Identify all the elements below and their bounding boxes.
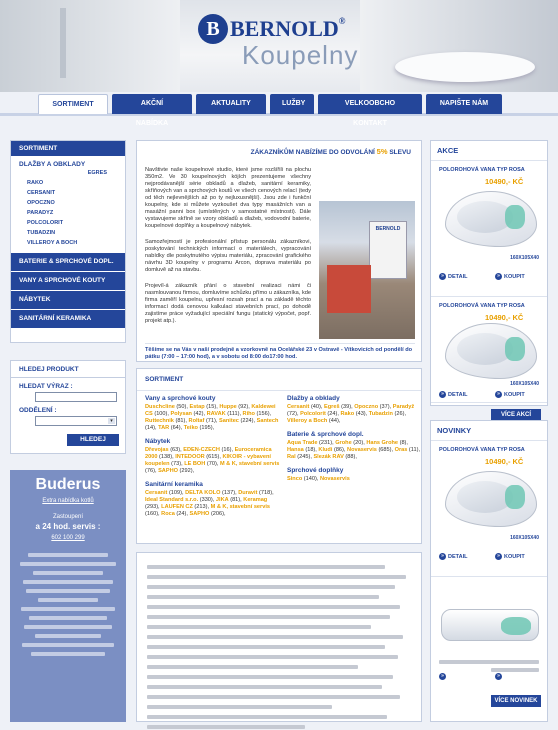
brand-link[interactable]: Aqua Trade xyxy=(287,440,318,446)
brand-count: (292), xyxy=(177,468,195,474)
arrow-icon: » xyxy=(495,553,502,560)
brand-count: (64), xyxy=(169,425,184,431)
blurred-line xyxy=(147,625,371,629)
product-price: 10490,- KČ xyxy=(485,177,524,186)
bathtub-image[interactable] xyxy=(441,605,539,645)
blurred-line xyxy=(31,652,105,656)
brand-count: (43), xyxy=(354,411,369,417)
bathtub-image[interactable] xyxy=(445,471,537,527)
blurred-line xyxy=(147,665,358,669)
blurred-line xyxy=(20,562,116,566)
blurred-line xyxy=(147,675,393,679)
brand-link[interactable]: Ral xyxy=(287,454,296,460)
blurred-line xyxy=(147,705,332,709)
brand-registered: ® xyxy=(338,16,346,26)
brand-link[interactable]: Duschcline xyxy=(145,404,175,410)
department-select[interactable] xyxy=(35,416,117,426)
brand-link[interactable]: Opoczno xyxy=(354,404,379,410)
brand-link[interactable]: Sanitec xyxy=(219,418,239,424)
blurred-line xyxy=(147,715,387,719)
brand-count: (8), xyxy=(398,440,408,446)
brand-count: (231), xyxy=(317,440,336,446)
brand-link[interactable]: Cersanit xyxy=(145,490,168,496)
product-price: 10490,- KČ xyxy=(485,313,524,322)
brand-count: (206), xyxy=(209,511,226,517)
sidebar-item-rako[interactable]: RAKO xyxy=(27,180,44,186)
bathtub-image[interactable] xyxy=(445,323,537,379)
buderus-service-text: a 24 hod. servis : xyxy=(35,522,101,531)
brand-count: (71), xyxy=(204,418,220,424)
sortiment-group-list xyxy=(145,404,281,432)
nav-tab-luzby[interactable]: LUŽBY xyxy=(270,94,314,114)
buderus-link[interactable]: Extra nabídka kotlů xyxy=(42,498,94,504)
product-price: 10490,- KČ xyxy=(485,457,524,466)
brand-count: (39), xyxy=(339,404,355,410)
product-size: 160X105X40 xyxy=(510,255,539,261)
brand-count: (111), xyxy=(225,411,243,417)
blurred-line xyxy=(28,553,108,557)
product-name[interactable]: POLOROHOVÁ VANA TYP ROSA xyxy=(439,303,525,309)
brand-count: (15), xyxy=(204,404,220,410)
detail-button[interactable]: » DETAIL xyxy=(439,553,467,560)
sidebar-item-opoczno[interactable]: OPOCZNO xyxy=(27,200,55,206)
sortiment-group-title[interactable]: Vany a sprchové kouty xyxy=(145,395,216,402)
brand-count: (718), xyxy=(257,490,274,496)
sidebar-item-polcolorit[interactable]: POLCOLORIT xyxy=(27,220,64,226)
sortiment-group-title[interactable]: Sprchové doplňky xyxy=(287,467,344,474)
blurred-line xyxy=(26,589,110,593)
brand-count: (88), xyxy=(343,454,357,460)
buy-button[interactable]: » KOUPIT xyxy=(495,553,525,560)
blurred-line xyxy=(147,725,305,729)
brand-count: (615), xyxy=(204,454,223,460)
sidebar-sortiment xyxy=(10,140,126,343)
brand-link[interactable]: Euroceramica 2000 xyxy=(145,447,272,460)
sortiment-heading: SORTIMENT xyxy=(137,369,421,391)
brand-link[interactable]: INTEDOOR xyxy=(175,454,205,460)
sidebar-cat-nabytek[interactable]: NÁBYTEK xyxy=(11,290,125,309)
brand-link[interactable]: Roca xyxy=(161,511,175,517)
sortiment-column-right xyxy=(287,389,423,483)
brand-link[interactable]: TAR xyxy=(158,425,170,431)
brand-count: (330), xyxy=(198,497,216,503)
brand-link[interactable]: Sinco xyxy=(287,476,303,482)
shower-pole xyxy=(60,8,66,78)
product-card xyxy=(431,441,547,577)
search-input[interactable] xyxy=(35,392,117,402)
brand-count: (224), xyxy=(238,418,257,424)
buy-button[interactable]: » KOUPIT xyxy=(495,273,525,280)
blurred-line xyxy=(147,645,385,649)
brand-link[interactable]: Keramag xyxy=(243,497,268,503)
search-button[interactable]: HLEDEJ xyxy=(67,434,119,446)
brand-link[interactable]: SAPHO xyxy=(189,511,210,517)
search-box xyxy=(10,360,126,454)
brand-count: (140), xyxy=(302,476,320,482)
discount-title-text: ZÁKAZNÍKŮM NABÍZÍME DO ODVOLÁNÍ xyxy=(250,149,375,156)
brand-count: (14), xyxy=(145,425,159,431)
brand-link[interactable]: SAPHO xyxy=(158,468,178,474)
brand-count: (70), xyxy=(205,461,220,467)
sidebar-item-cersanit[interactable]: CERSANIT xyxy=(27,190,56,196)
brand-count: (26), xyxy=(392,411,406,417)
brand-link[interactable]: Oras xyxy=(394,447,408,453)
nav-tab-sortiment[interactable]: SORTIMENT xyxy=(38,94,108,114)
buderus-logo: Buderus xyxy=(35,476,101,493)
discount-title xyxy=(137,141,421,164)
brand-link[interactable]: RAVAK xyxy=(206,411,226,417)
product-name[interactable]: POLOROHOVÁ VANA TYP ROSA xyxy=(439,447,525,453)
brand-count: (81), xyxy=(173,418,189,424)
buy-button[interactable] xyxy=(495,673,504,680)
brand-count: (81), xyxy=(228,497,244,503)
novinky-title: NOVINKY xyxy=(431,421,547,441)
nav-tab-velkoobchod-kontakt[interactable]: VELKOOBCHO KONTAKT xyxy=(318,94,422,114)
arrow-icon: » xyxy=(495,673,502,680)
brand-count: (213), xyxy=(192,504,211,510)
brand-count: (44), xyxy=(327,418,341,424)
chevron-down-icon: ▾ xyxy=(108,418,115,424)
sortiment-column-left xyxy=(145,389,281,518)
brand-link[interactable]: Santech xyxy=(256,418,279,424)
brand-count: (24), xyxy=(174,511,190,517)
brand-count: (63), xyxy=(168,447,184,453)
arrow-icon: » xyxy=(439,673,446,680)
brand-count: (160), xyxy=(145,511,162,517)
brand-count: (137), xyxy=(220,490,239,496)
header-banner xyxy=(0,0,558,92)
brand-link[interactable]: Polcolorit xyxy=(300,411,326,417)
brand-link[interactable]: M & K, stavební servis xyxy=(219,461,280,467)
akce-box xyxy=(430,140,548,418)
brand-link[interactable]: Ideal Standard s.r.o. xyxy=(145,497,199,503)
buderus-rep-text: Zastoupení xyxy=(52,514,84,520)
brand-logo[interactable] xyxy=(190,10,370,70)
akce-title: AKCE xyxy=(431,141,547,161)
search-query-label: HLEDAT VÝRAZ : xyxy=(19,383,73,390)
arrow-icon: » xyxy=(439,553,446,560)
brand-link[interactable]: Hans Grohe xyxy=(366,440,399,446)
sidebar-cat-baterie[interactable]: BATERIE & SPRCHOVÉ DOPL. xyxy=(11,252,125,271)
brand-link[interactable]: KIKOIR - vybavení koupelen xyxy=(145,454,271,467)
brand-count: (20), xyxy=(351,440,367,446)
brand-name: BERNOLD xyxy=(230,16,339,41)
product-size: 160X105X40 xyxy=(510,535,539,541)
brand-count: (73), xyxy=(169,461,185,467)
brand-count: (195), xyxy=(197,425,215,431)
brand-link[interactable]: LAUFEN CZ xyxy=(161,504,193,510)
buderus-phone[interactable]: 602 100 299 xyxy=(51,535,85,541)
product-size: 160X105X40 xyxy=(510,381,539,387)
brand-link[interactable]: Roltaf xyxy=(188,418,205,424)
blurred-line xyxy=(21,607,115,611)
sortiment-group-list xyxy=(287,404,423,425)
brand-count: (37), xyxy=(378,404,393,410)
blurred-line xyxy=(29,616,107,620)
brand-link[interactable]: EDEN-CZECH xyxy=(183,447,220,453)
showroom-billboard xyxy=(369,221,407,279)
brand-link[interactable]: Cersanit xyxy=(287,404,310,410)
brand-link[interactable]: LE BOH xyxy=(184,461,206,467)
blurred-text-box xyxy=(136,552,422,722)
sidebar-cat-vany[interactable]: VANY A SPRCHOVÉ KOUTY xyxy=(11,271,125,290)
blurred-line xyxy=(147,695,400,699)
bathtub-photo xyxy=(395,52,535,82)
brand-link[interactable]: Duravit xyxy=(238,490,258,496)
blurred-line xyxy=(147,655,398,659)
more-offers-button[interactable]: VÍCE AKCÍ xyxy=(491,409,541,421)
sidebar-item-tubadzin[interactable]: TUBADZIN xyxy=(27,230,56,236)
brand-link[interactable]: Egreš xyxy=(324,404,340,410)
brand-link[interactable]: DELTA KOLO xyxy=(185,490,221,496)
brand-link[interactable]: M & K, stavební servis xyxy=(210,504,270,510)
arrow-icon: » xyxy=(495,391,502,398)
sortiment-group-title[interactable]: Baterie & sprchové dopl. xyxy=(287,431,364,438)
intro-paragraph-2: Samozřejmostí je profesionální přístup personálu zákazníkovi, poskytování technických informací o materiálech, vypracování nabídky dle poskytnutého výpisu materiálu, zpracování grafického návrhu 3D koupelny v programu Arcon, doprava materiálu po domluvě až na stavbu. xyxy=(145,239,311,273)
sortiment-group-list xyxy=(287,476,423,483)
brand-link[interactable]: Hansa xyxy=(287,447,304,453)
brand-count: (76), xyxy=(145,468,159,474)
brand-link[interactable]: Paradyž xyxy=(392,404,415,410)
brand-count: (24), xyxy=(325,411,341,417)
brand-link[interactable]: JIKA xyxy=(215,497,229,503)
brand-count: (72), xyxy=(287,411,301,417)
brand-count: (42), xyxy=(191,411,207,417)
brand-link[interactable]: Polysan xyxy=(170,411,192,417)
brand-link[interactable]: Riho xyxy=(242,411,255,417)
product-card xyxy=(431,161,547,297)
blurred-line xyxy=(491,668,539,672)
novinky-box xyxy=(430,420,548,722)
blurred-line xyxy=(147,585,395,589)
brand-count: (685), xyxy=(376,447,395,453)
intro-box xyxy=(136,140,422,362)
brand-count: (11), xyxy=(407,447,421,453)
brand-subtitle: Koupelny xyxy=(242,40,359,70)
brand-link[interactable]: Ruttechnik xyxy=(145,418,174,424)
search-dept-label: ODDĚLENÍ : xyxy=(19,407,57,414)
blurred-line xyxy=(147,615,390,619)
blurred-line xyxy=(147,635,403,639)
sortiment-group-list xyxy=(145,490,281,518)
blurred-line xyxy=(439,660,539,664)
brand-count: (18), xyxy=(303,447,319,453)
brand-link[interactable]: Teiko xyxy=(183,425,198,431)
sortiment-group-title[interactable]: Sanitární keramika xyxy=(145,481,203,488)
nav-tab-akcni-nabidka[interactable]: AKČNÍ NABÍDKA xyxy=(112,94,192,114)
sortiment-group-list xyxy=(287,440,423,461)
blurred-line xyxy=(38,598,98,602)
brand-count: (16), xyxy=(219,447,235,453)
blurred-line xyxy=(147,685,382,689)
arrow-icon: » xyxy=(439,273,446,280)
brand-link[interactable]: Dřevojas xyxy=(145,447,169,453)
brand-count: (138), xyxy=(157,454,176,460)
brand-link[interactable]: Kaldewei CS xyxy=(145,404,276,417)
brand-count: (156), xyxy=(254,411,272,417)
brand-link[interactable]: Slezák RAV xyxy=(313,454,344,460)
brand-count: (86), xyxy=(332,447,348,453)
blurred-line xyxy=(33,571,103,575)
detail-button[interactable]: » DETAIL xyxy=(439,273,467,280)
brand-count: (50), xyxy=(174,404,190,410)
bathroom-photo-left xyxy=(0,0,180,92)
sortiment-group-list xyxy=(145,447,281,475)
discount-title-tail: SLEVU xyxy=(389,149,411,156)
nav-tab-napiste-nam[interactable]: NAPIŠTE NÁM xyxy=(426,94,502,114)
billboard-text: BERNOLD xyxy=(375,226,401,232)
discount-percent: 5% xyxy=(376,147,388,156)
intro-paragraph-1: Navštivte naše koupelnové studio, které jsme rozšířili na plochu 350m2. Ve 30 koupelnových kójích prezentujeme všechny nejprodávanější série obkladů a dlažeb, sanitární keramiky, skříňových van a sprchových koutů ve všech cenových relací (tedy od těch nejlevnějších až po ty nejluxusnější). Jsou zde i funkční koupelny, kde si můžete vyzkoušet dva typy masážních van a masážní panni box (umístěných v samostatné místnosti). Dále vystavujeme skříně se vzory obkladů a dlažeb, vodovodní baterie, koupelnové doplňky a koupelnový nábytek. xyxy=(145,167,311,229)
sidebar-item-paradyz[interactable]: PARADYZ xyxy=(27,210,54,216)
brand-count: (293), xyxy=(145,504,162,510)
blurred-line xyxy=(147,605,400,609)
product-name[interactable]: POLOROHOVÁ VANA TYP ROSA xyxy=(439,167,525,173)
brand-link[interactable]: Estap xyxy=(189,404,205,410)
showroom-address: Těšíme se na Vás v naší prodejně a vzorkovně na Ocelářské 23 v Ostravě - Vítkovicích od pondělí do pátku (7:00 – 17:00 hod), a v sobotu od 8:00 do17:00 hod. xyxy=(145,343,415,361)
brand-link[interactable]: Rako xyxy=(340,411,355,417)
brand-link[interactable]: Novaservis xyxy=(347,447,377,453)
blurred-line xyxy=(35,634,101,638)
logo-icon: B xyxy=(198,14,228,44)
bathtub-image[interactable] xyxy=(445,191,537,247)
sidebar-subtitle-dlazby[interactable]: DLAŽBY A OBKLADY xyxy=(19,161,86,168)
arrow-icon: » xyxy=(439,391,446,398)
blurred-line xyxy=(147,595,379,599)
buderus-promo[interactable] xyxy=(10,470,126,722)
arrow-icon: » xyxy=(495,273,502,280)
brand-count: (109), xyxy=(167,490,186,496)
sortiment-list-box xyxy=(136,368,422,544)
main-nav xyxy=(38,94,502,127)
sidebar-cat-keramika[interactable]: SANITÁRNÍ KERAMIKA xyxy=(11,309,125,328)
brand-link[interactable]: Novaservis xyxy=(319,476,350,482)
brand-link[interactable]: Kludi xyxy=(318,447,333,453)
blurred-line xyxy=(147,575,406,579)
building-roof xyxy=(327,265,371,313)
showroom-photo xyxy=(319,201,415,339)
brand-count: (245), xyxy=(295,454,314,460)
sortiment-group-title[interactable]: Dlažby a obklady xyxy=(287,395,340,402)
brand-link[interactable]: Villeroy a Boch xyxy=(287,418,328,424)
sortiment-group-title[interactable]: Nábytek xyxy=(145,438,171,445)
blurred-line xyxy=(23,580,113,584)
blurred-line xyxy=(147,565,385,569)
search-title: HLEDEJ PRODUKT xyxy=(11,361,125,378)
brand-count: (100), xyxy=(152,411,171,417)
product-card xyxy=(431,577,547,695)
intro-paragraph-3: Projevíl-á zákazník přání o stavební realizaci námi či nasmlouvanou firmou, domluvíme schůzku přímo u zákazníka, kde firma zaměří koupelnu, upřesní rozsah prací a na základě těchto informací dodá cenovou kalkulaci stavebních prací, po dohodě zajistíme práce vyžadující speciální fungu (statický výpočet, popř. projekt atp.). xyxy=(145,283,311,324)
brand-link[interactable]: Grohe xyxy=(335,440,352,446)
detail-button[interactable]: » DETAIL xyxy=(439,391,467,398)
nav-tab-aktuality[interactable]: AKTUALITY xyxy=(196,94,266,114)
brand-count: (40), xyxy=(309,404,325,410)
brand-link[interactable]: Tubadzin xyxy=(368,411,393,417)
brand-count: (92), xyxy=(236,404,252,410)
sidebar-item-villeroy[interactable]: VILLEROY A BOCH xyxy=(27,240,78,246)
buy-button[interactable]: » KOUPIT xyxy=(495,391,525,398)
blurred-line xyxy=(24,625,112,629)
sidebar-title: SORTIMENT xyxy=(11,141,125,156)
sidebar-item-egres[interactable]: EGRES xyxy=(87,170,107,176)
more-news-button[interactable]: VÍCE NOVINEK xyxy=(491,695,541,707)
detail-button[interactable] xyxy=(439,673,448,680)
brand-link[interactable]: Huppe xyxy=(219,404,237,410)
blurred-line xyxy=(22,643,114,647)
product-card xyxy=(431,297,547,403)
